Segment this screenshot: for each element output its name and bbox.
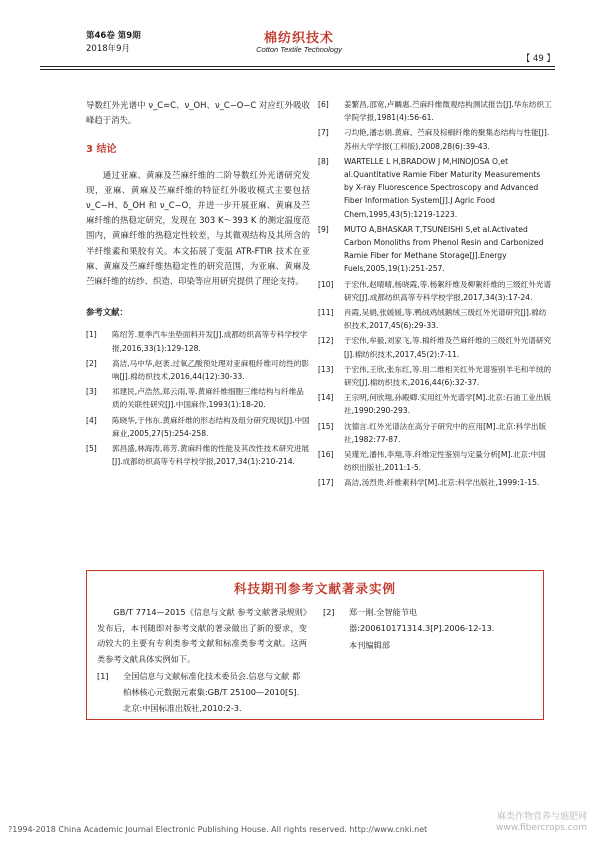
reference-number: [9]	[318, 224, 329, 234]
notice-example-2-text: 郑一刚.全智能节电器:200610171314.3[P].2006-12-13.	[349, 607, 495, 633]
reference-number: [13]	[318, 364, 334, 374]
reference-number: [2]	[86, 358, 97, 368]
reference-text: 姜繁昌,邵宽,卢麟惠.苎麻纤维微观结构测试报告[J].华东纺织工学院学报,1981(4):56-61.	[344, 100, 552, 123]
reference-text: 陈绍芳.夏季汽车坐垫面料开发[J].成都纺织高等专科学校学报,2016,33(1):129-128.	[112, 330, 308, 353]
reference-text: 郭昌盛,林海涛,蒋芳.黄麻纤维的性能及其改性技术研究进展[J].成都纺织高等专科学校学报,2017,34(1):210-214.	[112, 444, 310, 467]
reference-text: 高洁,汤烈贵.纤维素科学[M].北京:科学出版社,1999:1-15.	[344, 478, 540, 488]
reference-item	[318, 476, 552, 489]
volume-line: 第46卷 第9期	[86, 31, 141, 41]
reference-text: WARTELLE L H,BRADOW J M,HINOJOSA O,et al.Quantitative Ramie Fiber Maturity Measurements by X-ray Fluorescence Spectroscopy and Advanced Fiber Information System[J].J Agric Food Chem,1995,43(5):1219-1223.	[344, 156, 541, 219]
notice-example-2	[323, 605, 535, 636]
reference-text: 吴瑾光,潘伟,李翔,等.纤维定性鉴别与定量分析[M].北京:中国纺织出版社,2011:1-5.	[344, 450, 546, 473]
notice-example-2-number: [2]	[323, 607, 335, 617]
notice-signature: 本刊编辑部	[349, 640, 390, 651]
watermark-line-2: www.fibercrops.com	[496, 823, 587, 833]
reference-item	[86, 357, 310, 383]
reference-text: 刁均艳,潘志娟.黄麻、苎麻及棕榈纤维的聚集态结构与性能[J].苏州大学学报(工科版),2008,28(6):39-43.	[344, 128, 550, 151]
reference-item	[318, 126, 552, 152]
reference-number: [14]	[318, 393, 334, 403]
reference-number: [10]	[318, 279, 334, 289]
reference-item	[318, 223, 552, 276]
reference-number: [1]	[86, 330, 97, 340]
left-column	[86, 98, 310, 470]
reference-text: 肖霞,吴娟,张媛媛,等.鸭绒鸡绒鹅绒三级红外光谱研究[J].棉纺织技术,2017,45(6):29-33.	[344, 308, 547, 331]
watermark	[496, 812, 587, 834]
reference-number: [17]	[318, 478, 334, 488]
date-line: 2018年9月	[86, 44, 131, 54]
reference-number: [4]	[86, 415, 97, 425]
reference-number: [12]	[318, 336, 334, 346]
reference-number: [3]	[86, 387, 97, 397]
reference-item	[318, 155, 552, 221]
reference-text: 王宗明,何欣翔,孙殿卿.实用红外光谱学[M].北京:石油工业出版社,1990:290-293.	[344, 393, 551, 416]
header-rule-thin	[40, 69, 555, 70]
reference-text: 高洁,马中华,赵袤.过氧乙酸预处理对亚麻粗纤维可纺性的影响[J].棉纺织技术,2016,44(12):30-33.	[112, 358, 310, 382]
intro-paragraph: 导数红外光谱中 ν_C=C、ν_OH、ν_C−O−C 对应红外吸收峰趋于消失。	[86, 100, 310, 126]
reference-item	[318, 363, 552, 389]
references-list-right	[318, 98, 552, 490]
reference-item	[318, 306, 552, 332]
reference-item	[318, 278, 552, 304]
references-list-left	[86, 328, 310, 468]
reference-item	[318, 98, 552, 124]
reference-number: [11]	[318, 308, 334, 318]
reference-item	[86, 414, 310, 440]
reference-item	[318, 334, 552, 360]
section-heading-conclusion: 3 结论	[86, 144, 117, 156]
page-number: 【 49 】	[521, 54, 555, 64]
reference-text: MUTO A,BHASKAR T,TSUNEISHI S,et al.Activated Carbon Monoliths from Phenol Resin and Carbonized Ramie Fiber for Methane Storage[J].Energy Fuels,2005,19(1):251-257.	[344, 224, 544, 274]
reference-text: 于宏伟,王欣,张东红,等.用二维相关红外光谱鉴别羊毛和羊绒的研究[J].棉纺织技术,2016,44(6):32-37.	[344, 364, 552, 388]
reference-number: [5]	[86, 444, 97, 454]
reference-item	[86, 442, 310, 468]
conclusion-paragraph: 通过亚麻、黄麻及苎麻纤维的二阶导数红外光谱研究发现，亚麻、黄麻及苎麻纤维的特征红外吸收模式主要包括 ν_C−H、δ_OH 和 ν_C−O，并进一步开展亚麻、黄麻及苎麻纤维的热稳定研究，发现在 303 K～393 K 的测定温度范围内，黄麻纤维的热稳定性较差，与其微观结构及其所含的半纤维素和果胶有关。本文拓展了变温 ATR-FTIR 技术在亚麻、黄麻及苎麻纤维热稳定性的研究范围，为亚麻、黄麻及苎麻纤维的纺纱、织造、印染等应用研究提供了理论支持。	[86, 169, 310, 287]
references-heading: 参考文献：	[86, 307, 128, 318]
journal-title-cn: 棉纺织技术	[263, 31, 334, 46]
journal-title-en: Cotton Textile Technology	[256, 45, 342, 54]
notice-example-1	[97, 669, 307, 716]
notice-box	[86, 570, 544, 720]
reference-text: 祁建民,卢浩然,郑云雨,等.黄麻纤维细胞三维结构与纤维品质的关联性研究[J].中国麻作,1993(1):18-20.	[112, 387, 304, 410]
reference-number: [16]	[318, 450, 334, 460]
reference-text: 陈晓华,于伟东.黄麻纤维的形态结构及组分研究现状[J].中国麻业,2005,27(5):254-258.	[112, 415, 310, 438]
reference-text: 于宏伟,牟毅,刘家飞,等.棉纤维及苎麻纤维的三级红外光谱研究[J].棉纺织技术,2017,45(2):7-11.	[344, 336, 552, 359]
reference-number: [6]	[318, 100, 329, 109]
watermark-line-1: 麻类作物营养与施肥网	[496, 812, 587, 822]
right-column	[318, 98, 552, 492]
reference-number: [8]	[318, 156, 329, 166]
notice-example-1-text: 全国信息与文献标准化技术委员会.信息与文献 都柏林核心元数据元素集:GB/T 25100—2010[S].北京:中国标准出版社,2010:2-3.	[123, 671, 301, 713]
notice-title: 科技期刊参考文献著录实例	[233, 581, 396, 596]
reference-item	[318, 448, 552, 474]
header-rule	[40, 66, 555, 67]
reference-number: [7]	[318, 128, 329, 138]
reference-item	[318, 420, 552, 446]
reference-text: 沈德言.红外光谱法在高分子研究中的应用[M].北京:科学出版社,1982:77-87.	[344, 421, 547, 444]
reference-number: [15]	[318, 421, 334, 431]
notice-left-column	[97, 605, 307, 718]
copyright-footer: ?1994-2018 China Academic Journal Electronic Publishing House. All rights reserved. http://www.cnki.net	[8, 825, 428, 834]
reference-item	[86, 328, 310, 354]
notice-intro: GB/T 7714—2015《信息与文献 参考文献著录规则》发布后，本刊随即对参考文献的著录做出了新的要求，变动较大的主要有专利类参考文献和标准类参考文献。这两类参考文献具体实例如下。	[97, 607, 307, 664]
reference-item	[86, 385, 310, 411]
notice-right-column	[323, 605, 535, 654]
reference-item	[318, 391, 552, 417]
notice-example-1-number: [1]	[97, 671, 109, 682]
issue-info	[86, 30, 141, 56]
reference-text: 于宏伟,赵晴晴,杨晓霞,等.杨絮纤维及柳絮纤维的三级红外光谱研究[J].成都纺织高等专科学校学报,2017,34(3):17-24.	[344, 279, 552, 302]
